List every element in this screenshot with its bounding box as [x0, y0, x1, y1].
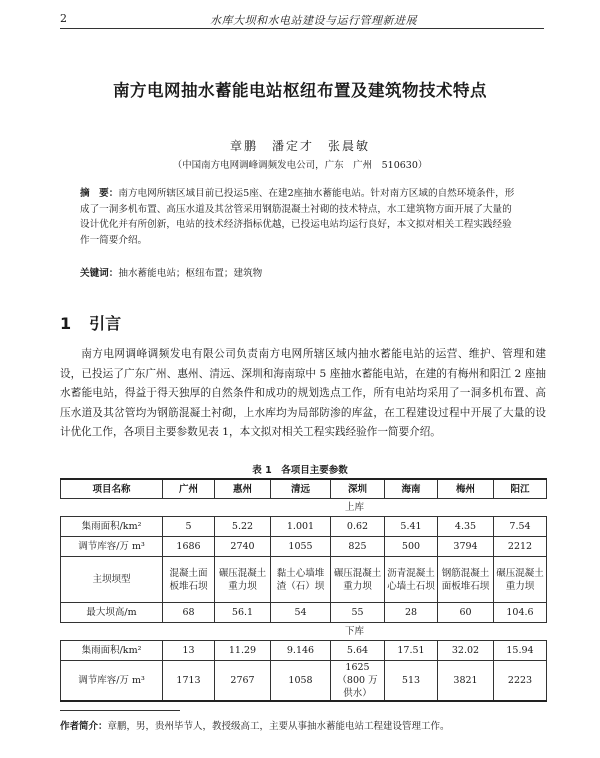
- parameters-table: [60, 478, 547, 702]
- table-cell: 513: [385, 661, 438, 702]
- table-cell: 5.64: [331, 641, 385, 661]
- row-label: 主坝坝型: [61, 557, 163, 603]
- table-cell: 13: [163, 641, 215, 661]
- author-footnote: [60, 718, 450, 732]
- table-row: [61, 661, 547, 702]
- table-cell: 混凝土面板堆石坝: [163, 557, 215, 603]
- table-cell: 1625（800 万供水）: [331, 661, 385, 702]
- keywords-text: 抽水蓄能电站；枢纽布置；建筑物: [118, 268, 263, 279]
- table-cell: 2767: [215, 661, 271, 702]
- table-cell: 2740: [215, 537, 271, 557]
- abstract: [80, 186, 520, 248]
- page-number: 2: [60, 12, 67, 25]
- table-cell: 104.6: [494, 603, 547, 623]
- table-cell: 32.02: [438, 641, 494, 661]
- footnote-label: 作者简介：: [60, 721, 108, 732]
- section-number: 1: [60, 314, 72, 333]
- table-cell: 500: [385, 537, 438, 557]
- keywords-label: 关键词：: [80, 268, 119, 279]
- table-cell: 825: [331, 537, 385, 557]
- row-label: 调节库容/万 m³: [61, 537, 163, 557]
- footnote-divider: [60, 710, 180, 711]
- row-label: 集雨面积/km²: [61, 517, 163, 537]
- article-title: 南方电网抽水蓄能电站枢纽布置及建筑物技术特点: [113, 81, 487, 100]
- upper-reservoir-label: 上库: [163, 499, 547, 517]
- col-header: 深圳: [331, 479, 385, 499]
- table-row: [61, 517, 547, 537]
- table-cell: 1686: [163, 537, 215, 557]
- table-cell: 5.22: [215, 517, 271, 537]
- table-cell: 17.51: [385, 641, 438, 661]
- table-section-row: [61, 623, 547, 641]
- col-header: 惠州: [215, 479, 271, 499]
- table-cell: 54: [271, 603, 331, 623]
- table-cell: 3821: [438, 661, 494, 702]
- col-header: 项目名称: [61, 479, 163, 499]
- table-cell: 7.54: [494, 517, 547, 537]
- row-label: 调节库容/万 m³: [61, 661, 163, 702]
- table-cell: 碾压混凝土重力坝: [494, 557, 547, 603]
- running-header: [60, 10, 544, 29]
- row-label: 集雨面积/km²: [61, 641, 163, 661]
- table-cell: 4.35: [438, 517, 494, 537]
- table-cell: 碾压混凝土重力坝: [215, 557, 271, 603]
- table-cell: 0.62: [331, 517, 385, 537]
- table-cell: 68: [163, 603, 215, 623]
- table-row: [61, 641, 547, 661]
- table-cell: 1058: [271, 661, 331, 702]
- table-cell: 1055: [271, 537, 331, 557]
- table-cell: 3794: [438, 537, 494, 557]
- affiliation: （中国南方电网调峰调频发电公司，广东 广州 510630）: [172, 160, 428, 171]
- table-caption: 表 1 各项目主要参数: [252, 465, 348, 476]
- table-row: [61, 557, 547, 603]
- intro-paragraph: 南方电网调峰调频发电有限公司负责南方电网所辖区域内抽水蓄能电站的运营、维护、管理和建设，已投运了广东广州、惠州、清远、深圳和海南琼中 5 座抽水蓄能电站，在建的有梅州和阳江 2 座抽水蓄能电站，得益于得天独厚的自然条件和成功的规划选点工作，所有电站均采用了一洞多机布置、高压水道及其岔管均为钢筋混凝土衬砌，上水库均为局部防渗的库盆，在工程建设过程中开展了大量的设计优化工作，各项目主要参数见表 1，本文拟对相关工程实践经验作一简要介绍。: [60, 348, 546, 438]
- table-cell: 5: [163, 517, 215, 537]
- table-row: [61, 603, 547, 623]
- col-header: 海南: [385, 479, 438, 499]
- table-section-row: [61, 499, 547, 517]
- keywords: [80, 265, 520, 279]
- table-cell: 9.146: [271, 641, 331, 661]
- table-cell: 2223: [494, 661, 547, 702]
- abstract-text: 南方电网所辖区域目前已投运5座、在建2座抽水蓄能电站。针对南方区域的自然环境条件，形成了一洞多机布置、高压水道及其岔管采用钢筋混凝土衬砌的技术特点，水工建筑物方面开展了大量的设计优化并有所创新，电站的技术经济指标优越，已投运电站均运行良好，本文拟对相关工程实践经验作一简要介绍。: [80, 188, 515, 246]
- table-cell: 沥青混凝土心墙土石坝: [385, 557, 438, 603]
- table-cell: 黏土心墙堆渣（石）坝: [271, 557, 331, 603]
- table-cell: 1.001: [271, 517, 331, 537]
- row-label: 最大坝高/m: [61, 603, 163, 623]
- col-header: 广州: [163, 479, 215, 499]
- table-row: [61, 537, 547, 557]
- table-cell: 28: [385, 603, 438, 623]
- table-cell: 60: [438, 603, 494, 623]
- section-title: 引言: [89, 314, 122, 333]
- table-cell: 1713: [163, 661, 215, 702]
- table-cell: 15.94: [494, 641, 547, 661]
- section-heading: [60, 311, 121, 334]
- col-header: 清远: [271, 479, 331, 499]
- footnote-text: 章鹏，男，贵州毕节人，教授级高工，主要从事抽水蓄能电站工程建设管理工作。: [107, 721, 450, 732]
- table-header-row: [61, 479, 547, 499]
- journal-title: 水库大坝和水电站建设与运行管理新进展: [210, 14, 417, 27]
- table-cell: 5.41: [385, 517, 438, 537]
- col-header: 梅州: [438, 479, 494, 499]
- table-cell: 钢筋混凝土面板堆石坝: [438, 557, 494, 603]
- lower-reservoir-label: 下库: [163, 623, 547, 641]
- table-cell: 2212: [494, 537, 547, 557]
- table-cell: 56.1: [215, 603, 271, 623]
- authors: 章鹏 潘定才 张晨敏: [229, 139, 370, 153]
- table-cell: 55: [331, 603, 385, 623]
- abstract-label: 摘 要：: [80, 188, 119, 199]
- col-header: 阳江: [494, 479, 547, 499]
- table-cell: 11.29: [215, 641, 271, 661]
- table-cell: 碾压混凝土重力坝: [331, 557, 385, 603]
